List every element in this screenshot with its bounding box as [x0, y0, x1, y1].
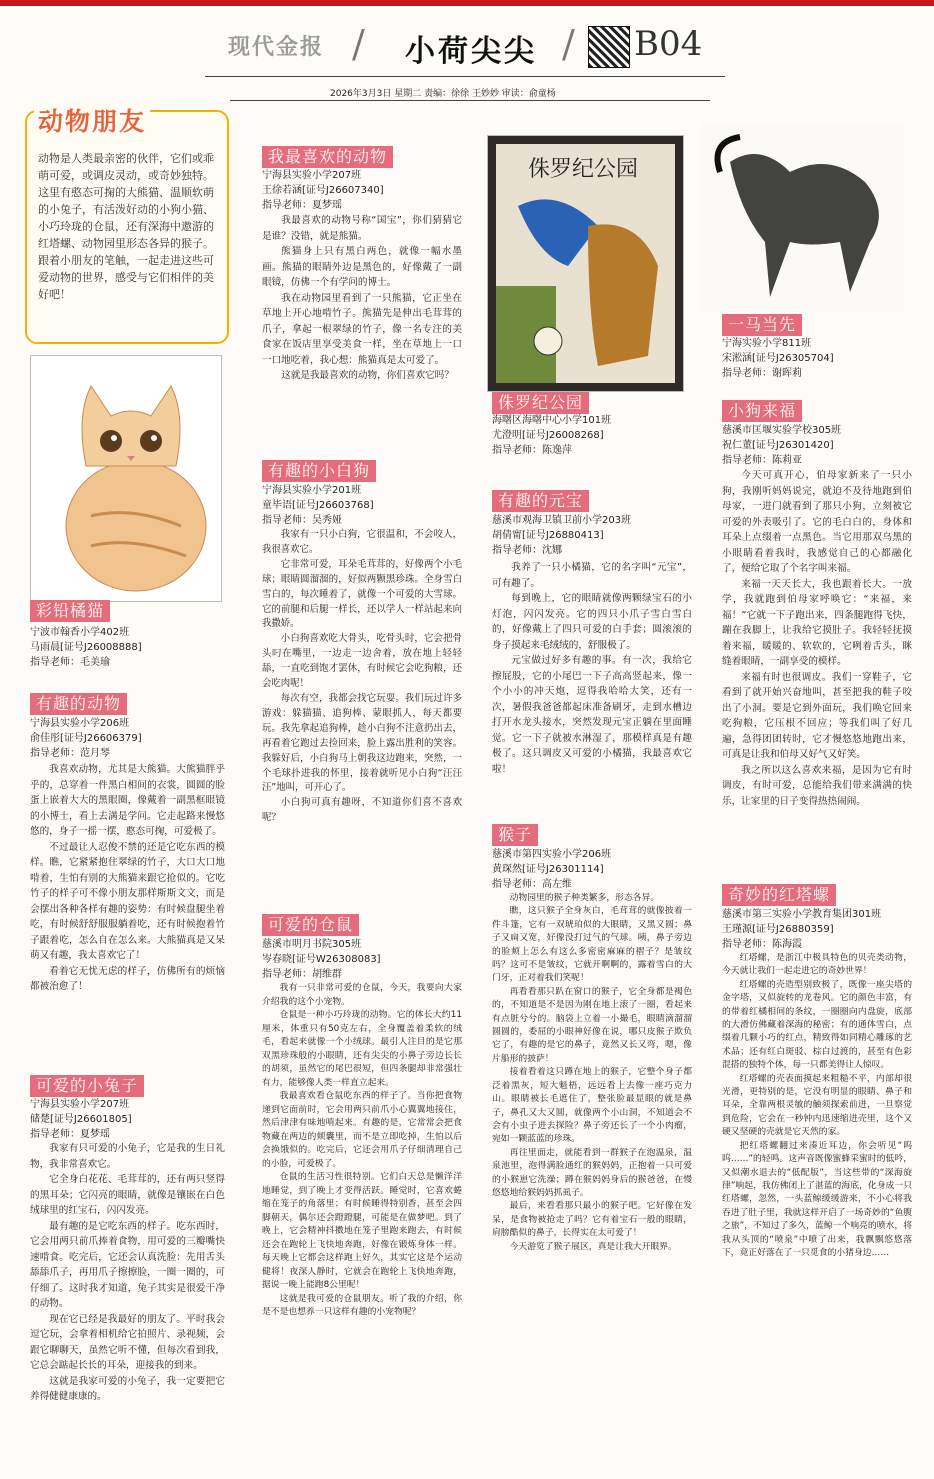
author-line: 宋淞涵[证号J26305704]	[722, 353, 834, 364]
paragraph: 它全身白花花、毛茸茸的，还有两只竖得的黑耳朵；它闪亮的眼睛，就像是镶嵌在白色绒球里的红宝石，闪闪发亮。	[30, 1174, 225, 1216]
paragraph: 小白狗可真有趣呀，不知道你们喜不喜欢呢？	[262, 797, 462, 824]
article-meta	[722, 336, 912, 381]
header-rule	[205, 76, 725, 77]
paragraph: 再看看那只趴在窗口的猴子，它全身都是褐色的，不知道是不是因为刚在地上滚了一圈，看起来有点脏兮兮的。脑袋上立着一小撮毛，眼睛滴溜溜圆圆的，委屈的小眼神好像在说，哪只皮猴子欺负它了，有趣的是它的鼻子，竟然又长又弯，嗯，像片船形的披萨！	[492, 986, 692, 1064]
paragraph: 红塔螺的壳造型别致极了，既像一座尖塔的金字塔，又似旋转的龙卷风。它的颜色丰富，有的带着红橘相间的条纹，一圈圈向内盘旋，底部的大滑仿佛藏着深海的秘密；有的通体雪白，点缀着几颗小巧的红点，精致得如同精心雕琢的艺术品；还有红白斑驳、棕白过渡的，甚至有色彩混搭的独特个体，每一只都美得让人惊叹。	[722, 979, 912, 1071]
paragraph: 今天可真开心，伯母家新来了一只小狗，我刚听妈妈说完，就迫不及待地跑到伯母家，一进门就看到了那只小狗，立刻被它可爱的外表吸引了。它的毛白白的，身体和耳朵上点缀着一点黑色。当它用那双乌黑的小眼睛看着我时，我感觉自己的心都融化了，便给它取了个名字叫来福。	[722, 470, 912, 574]
paragraph: 我最喜欢看仓鼠吃东西的样子了。当你把食物递到它面前时，它会用两只前爪小心翼翼地接住，然后津津有味地啃起来。有趣的是，它常常会把食物藏在两边的颊囊里，而不是立即吃掉，生怕以后会换饿似的。吃完后，它还会用爪子仔细清理自己的小脸，可爱极了。	[262, 1091, 462, 1169]
article-body	[722, 468, 912, 809]
article-body	[30, 762, 225, 995]
article-heading: 我最喜欢的动物	[262, 146, 393, 168]
article-meta	[262, 937, 462, 982]
paragraph: 最后，来看看那只最小的猴子吧。它好像在发呆，是食物被抢走了吗？它有着宝石一般的眼睛，肩膀酷似的鼻子，长得实在太可爱了！	[492, 1201, 692, 1239]
paragraph: 我有一只非常可爱的仓鼠，今天，我要向大家介绍我的这个小宠物。	[262, 983, 462, 1007]
article-heading: 小狗来福	[722, 400, 802, 422]
author-line: 王徐若涵[证号J26607340]	[262, 185, 384, 196]
teacher-line: 指导老师：陈莉亚	[722, 455, 802, 466]
school-line: 慈溪市观海卫镇卫前小学203班	[492, 515, 632, 526]
school-line: 慈溪市第四实验小学206班	[492, 849, 612, 860]
paragraph: 每到晚上，它的眼睛就像两颗绿宝石的小灯泡，闪闪发亮。它的四只小爪子雪白雪白的，好像戴上了四只可爱的白手套；圆滚滚的身子摸起来毛绒绒的，舒服极了。	[492, 593, 692, 651]
school-line: 慈溪市明月书院305班	[262, 939, 362, 950]
article-heading: 彩铅橘猫	[30, 600, 110, 622]
paragraph: 我家有一只小白狗，它很温和，不会咬人，我很喜欢它。	[262, 529, 462, 555]
teacher-line: 指导老师：沈娜	[492, 545, 562, 556]
author-line: 储楚[证号J26601805]	[30, 1114, 132, 1125]
paragraph: 瞧，这只猴子全身灰白，毛茸茸的就像披着一件斗篷，它有一双琥珀似的大眼睛，又黑又圆；鼻子又扁又宽，好像没打过气的气球。咦，鼻子旁边的脸颊上怎么有这么多密密麻麻的褶子？是皱纹吗？这可不是皱纹，它就开啊啊的，露着雪白的大门牙，正对着我们笑呢！	[492, 906, 692, 984]
cat-drawing	[30, 355, 222, 602]
article-meta	[30, 625, 225, 670]
paragraph: 这就是我家可爱的小兔子，我一定要把它养得健健康康的。	[30, 1375, 225, 1402]
article-body	[262, 982, 462, 1320]
newspaper-brand: 现代金报	[228, 34, 325, 60]
article-body	[492, 892, 692, 1254]
school-line: 宁海县实验小学207班	[30, 1099, 130, 1110]
article-meta	[722, 423, 912, 468]
author-line: 童毕语[证号J26603768]	[262, 500, 374, 511]
article-meta	[262, 483, 462, 528]
intro-text: 动物是人类最亲密的伙伴，它们或乖萌可爱，或调皮灵动，或奇妙独特。这里有憨态可掬的大熊猫、温顺软萌的小兔子，有活泼好动的小狗小猫、小巧玲珑的仓鼠，还有深海中遨游的红塔螺、动物园里形态各异的猴子。跟着小朋友的笔触，一起走进这些可爱动物的世界，感受与它们相伴的美好吧！	[38, 152, 214, 301]
header-divider: /	[562, 22, 575, 66]
date-rule	[230, 100, 710, 101]
paragraph: 我之所以这么喜欢来福，是因为它有时调皮，有时可爱，总能给我们带来满满的快乐，让家里的日子变得热热闹闹。	[722, 764, 912, 807]
paragraph: 仓鼠是一种小巧玲珑的动物。它的体长大约11厘米，体重只有50克左右，全身覆盖着柔软的绒毛，看起来就像一个小绒球。最引人注目的是它那双黑珍珠般的小眼睛，还有尖尖的小鼻子旁边长长的胡须，虽然它的尾巴很短，但四条腿却非常强壮有力，能够像人类一样直立起来。	[262, 1010, 462, 1088]
article-heading: 可爱的仓鼠	[262, 914, 359, 936]
paragraph: 再往里面走，就能看到一群猴子在泡温泉，温泉池里，泡得满脸通红的猴妈妈，正抱着一只可爱的小猴崽它洗澡；蹲在猴妈妈身后的猴爸爸，在慢悠悠地给猴妈妈抓虱子。	[492, 1147, 692, 1198]
horse-ink-painting	[700, 122, 905, 312]
teacher-line: 指导老师：陈逸萍	[492, 445, 572, 456]
dinosaur-park-drawing	[487, 135, 684, 392]
article-heading: 有趣的动物	[30, 693, 127, 715]
article-heading: 可爱的小兔子	[30, 1075, 144, 1097]
paragraph: 这就是我可爱的仓鼠朋友。听了我的介绍，你是不是也想养一只这样有趣的小宠物呢？	[262, 1293, 462, 1317]
school-line: 慈溪市第三实验小学教育集团301班	[722, 909, 882, 920]
article-meta	[492, 847, 692, 892]
paragraph: 这就是我最喜欢的动物，你们喜欢它吗？	[281, 370, 454, 381]
article-heading: 猴子	[492, 824, 538, 846]
svg-text:侏罗纪公园: 侏罗纪公园	[528, 157, 639, 182]
teacher-line: 指导老师：吴秀娅	[262, 515, 342, 526]
article-heading: 奇妙的红塔螺	[722, 884, 836, 906]
article-heading: 有趣的元宝	[492, 490, 589, 512]
paragraph: 我在动物园里看到了一只熊猫，它正坐在草地上开心地啃竹子。熊猫先是伸出毛茸茸的爪子，拿起一根翠绿的竹子，像一名专注的美食家在饭店里享受美食一样，坐在草地上一口一口地吃着，我心想：熊猫真是太可爱了。	[262, 292, 462, 366]
author-line: 祝仁董[证号J26301420]	[722, 440, 834, 451]
page-number: B04	[634, 24, 703, 64]
school-line: 宁海县实验小学207班	[262, 170, 362, 181]
paragraph: 熊猫身上只有黑白两色，就像一幅水墨画。熊猫的眼睛外边是黑色的，好像戴了一副眼镜，仿佛一个有学问的博士。	[262, 246, 462, 288]
school-line: 宁海实验小学811班	[722, 338, 812, 349]
column-title: 小荷尖尖	[405, 34, 537, 69]
author-line: 岑春晓[证号W26308083]	[262, 954, 381, 965]
author-line: 胡倩甯[证号J26880413]	[492, 530, 604, 541]
header-divider: /	[352, 22, 365, 66]
paragraph: 小白狗喜欢吃大骨头，吃骨头时，它会把骨头叼在嘴里，一边走一边舍着，放在地上轻轻舔，一直吃到饱才罢休，有时候它会吃狗粮，还会吃肉呢！	[262, 633, 462, 690]
article-meta	[30, 716, 225, 761]
qr-code-icon[interactable]	[588, 26, 630, 68]
article-body	[262, 213, 462, 384]
paragraph: 动物园里的猴子种类繁多，形态各异。	[509, 893, 660, 903]
article-meta	[722, 907, 912, 952]
author-line: 尤澄明[证号J26008268]	[492, 430, 604, 441]
section-title: 动物朋友	[34, 102, 150, 138]
article-heading: 有趣的小白狗	[262, 460, 376, 482]
paragraph: 不过最让人忍俊不禁的还是它吃东西的模样。瞧，它紧紧抱住翠绿的竹子，大口大口地啃着，生怕有别的大熊猫来跟它抢似的。它吃竹子的样子可不像小朋友那样斯斯文文，而是会摆出各种各样有趣的姿势：有时候盘腿坐着吃，有时候舒舒服服躺着吃，还有时候抱着竹子跟着吃，怎么自在怎么来。大熊猫真是又呆萌又有趣，我太喜欢它了！	[30, 841, 225, 961]
teacher-line: 指导老师：夏梦瑶	[30, 1129, 110, 1140]
paragraph: 我家有只可爱的小兔子，它是我的生日礼物，我非常喜欢它。	[30, 1143, 225, 1170]
teacher-line: 指导老师：谢晖莉	[722, 368, 802, 379]
article-meta	[492, 513, 692, 558]
article-body	[492, 560, 692, 777]
school-line: 宁海县实验小学206班	[30, 718, 130, 729]
author-line: 马雨晨[证号J26008888]	[30, 642, 142, 653]
paragraph: 它非常可爱，耳朵毛茸茸的，好像两个小毛球；眼睛圆溜溜的，好似两颗黑珍珠。全身雪白雪白的，每次睡着了，就像一个可爱的大雪球。它的前腿和后腿一样长，还以学人一样站起来向我撒娇。	[262, 558, 462, 630]
teacher-line: 指导老师：陈海霞	[722, 939, 802, 950]
article-meta	[262, 168, 462, 213]
article-heading: 一马当先	[722, 314, 802, 336]
school-line: 慈溪市匡堰实验学校305班	[722, 425, 842, 436]
school-line: 海曙区海曙中心小学101班	[492, 415, 612, 426]
author-line: 王瑾源[证号J26880359]	[722, 924, 834, 935]
top-accent-bar	[0, 0, 934, 6]
paragraph: 看着它无忧无虑的样子，仿佛所有的烦恼都被治愈了！	[30, 965, 225, 992]
paragraph: 接着看着这只蹲在地上的猴子，它整个身子都泛着黑灰，短大魁梧，远远看上去像一座巧克力山。眼睛被长毛遮住了，整张脸最显眼的就是鼻子，鼻孔又大又圆，就像两个小山洞，不知道会不会有小虫子进去探险？鼻子旁还长了一个小肉瘤，宛如一颗蓝蓝的珍珠。	[492, 1067, 692, 1145]
teacher-line: 指导老师：胡维群	[262, 969, 342, 980]
article-heading: 侏罗纪公园	[492, 392, 589, 414]
article-body	[722, 952, 912, 1260]
article-meta	[30, 1097, 225, 1142]
paragraph: 红塔螺的壳表面摸起来粗糙不平，内部却很光滑，更特别的是，它没有明显的眼睛、鼻子和耳朵，全靠两根灵敏的触须探索前进，一旦察觉到危险，它会在一秒钟内迅速缩进壳里，这个又硬又坚硬的壳就是它天然的家。	[722, 1073, 912, 1138]
paragraph: 我喜欢动物，尤其是大熊猫。大熊猫胖乎乎的，总穿着一件黑白相间的衣裳，圆圆的脸蛋上嵌着大大的黑眼圈，像戴着一副黑框眼镜的小博士，看上去满是学问。它走起路来慢悠悠的，身子一摇一摆，憨态可掬，可爱极了。	[30, 764, 225, 837]
paragraph: 今天游览了猴子展区，真是让我大开眼界。	[509, 1241, 677, 1252]
paragraph: 最有趣的是它吃东西的样子。吃东西时，它会用两只前爪捧着食物，用可爱的三瓣嘴快速啃食。吃完后，它还会认真洗脸：先用舌头舔舔爪子，再用爪子擦擦脸，一圈一圈的，可仔细了。这时我才知道，兔子其实是很爱干净的动物。	[30, 1220, 225, 1309]
paragraph: 元宝做过好多有趣的事。有一次，我给它擦屁股，它的小尾巴一下子高高竖起来，像一个小小的冲天炮，逗得我哈哈大笑，还有一次，暑假我爸爸都起床准备刷牙，走到水槽边打开水龙头接水，突然发现元宝正躺在里面睡觉。它一下子就被水淋湿了，那模样真是有趣极了。这只调皮又可爱的小橘猫，我最喜欢它啦！	[492, 655, 692, 775]
paragraph: 我养了一只小橘猫，它的名字叫“元宝”，可有趣了。	[492, 562, 692, 589]
school-line: 宁波市翰香小学402班	[30, 627, 130, 638]
teacher-line: 指导老师：范月琴	[30, 748, 110, 759]
paragraph: 仓鼠的生活习性很特别。它们白天总是懒洋洋地睡觉，到了晚上才变得活跃。睡觉时，它喜欢蜷缩在笼子的角落里；有时候睡得特别香，甚至会四脚朝天，偶尔还会蹬蹬腿，可能是在做梦吧。到了晚上，它会精神抖擞地在笼子里跑来跑去，有时候还会在跑轮上飞快地奔跑，好像在锻炼身体一样。每天晚上它都会这样跑上好久，其实它这是个运动健将！夜深人静时，它就会在跑轮上飞快地奔跑，据说一晚上能跑8公里呢！	[262, 1172, 462, 1290]
teacher-line: 指导老师：毛美瑜	[30, 657, 110, 668]
article-body	[262, 528, 462, 826]
paragraph: 把红塔螺翻过来凑近耳边，你会听见“呜呜……”的轻鸣。这声音既像蜜蜂采蜜时的低吟，又似潮水退去的“低配版”，当这些带的“深海旋律”响起，我仿佛闭上了湛蓝的海底，化身成一只红塔螺，忽然，一头蓝鲸缓缓游来，不小心将我吞进了肚子里，我就这样开启了一场奇妙的“鱼腹之旅”，不知过了多久，蓝鲸一个响亮的喷水，将我从头顶的“喷泉”中喷了出来，我飘飘悠悠落下，竟正好落在了一只觅食的小猪身边……	[722, 1140, 912, 1258]
paragraph: 我最喜欢的动物号称“国宝”，你们猜猜它是谁？没错，就是熊猫。	[262, 215, 462, 242]
article-meta	[492, 413, 692, 458]
author-line: 黄琛然[证号J26301114]	[492, 864, 604, 875]
teacher-line: 指导老师：高左维	[492, 879, 572, 890]
teacher-line: 指导老师：夏梦瑶	[262, 200, 342, 211]
school-line: 宁海县实验小学201班	[262, 485, 362, 496]
paragraph: 现在它已经是我最好的朋友了。平时我会逗它玩，会拿着相机给它拍照片、录视频，会跟它聊聊天，虽然它听不懂，但每次看到我，它总会踮起长长的耳朵，迎接我的到来。	[30, 1313, 225, 1371]
author-line: 俞佳彤[证号J26606379]	[30, 733, 142, 744]
paragraph: 红塔螺，是浙江中极具特色的贝壳类动物，今天就让我们一起走进它的奇妙世界！	[722, 953, 912, 977]
date-line: 2026年3月3日 星期二 责编：徐徐 王妙妙 审读：俞童杨	[330, 89, 556, 99]
paragraph: 来福一天天长大，我也跟着长大。一放学，我就跑到伯母家呼唤它：“来福，来福！”它就一下子跑出来，四条腿跑得飞快，蹦在我脚上，让我给它摸肚子。我轻轻抚摸着来福，暖暖的、软软的，它咧着舌头，眯缝着眼睛，一副享受的模样。	[722, 578, 912, 667]
article-body	[30, 1141, 225, 1405]
paragraph: 每次有空，我都会找它玩耍。我们玩过许多游戏：躲猫猫、追狗棒、蒙眼抓人，每天都要玩。我先拿起追狗棒，趁小白狗不注意扔出去，再看着它跑过去捡回来，脸上露出胜利的笑容。我躲好后，小白狗马上朝我这边跑来，突然，一个毛球扑进我的怀里，接着就听见小白狗“汪汪汪”地叫，可开心了。	[262, 692, 462, 794]
paragraph: 来福有时也很调皮。我们一穿鞋子，它看到了就开始兴奋地叫，甚至把我的鞋子咬出了小洞。要是它到外面玩，我们唤它回来吃狗粮，它压根不回应；等我们叫了好几遍，急得团团转时，它才慢悠悠地跑出来，可真是让我和伯母又好气又好笑。	[722, 671, 912, 760]
